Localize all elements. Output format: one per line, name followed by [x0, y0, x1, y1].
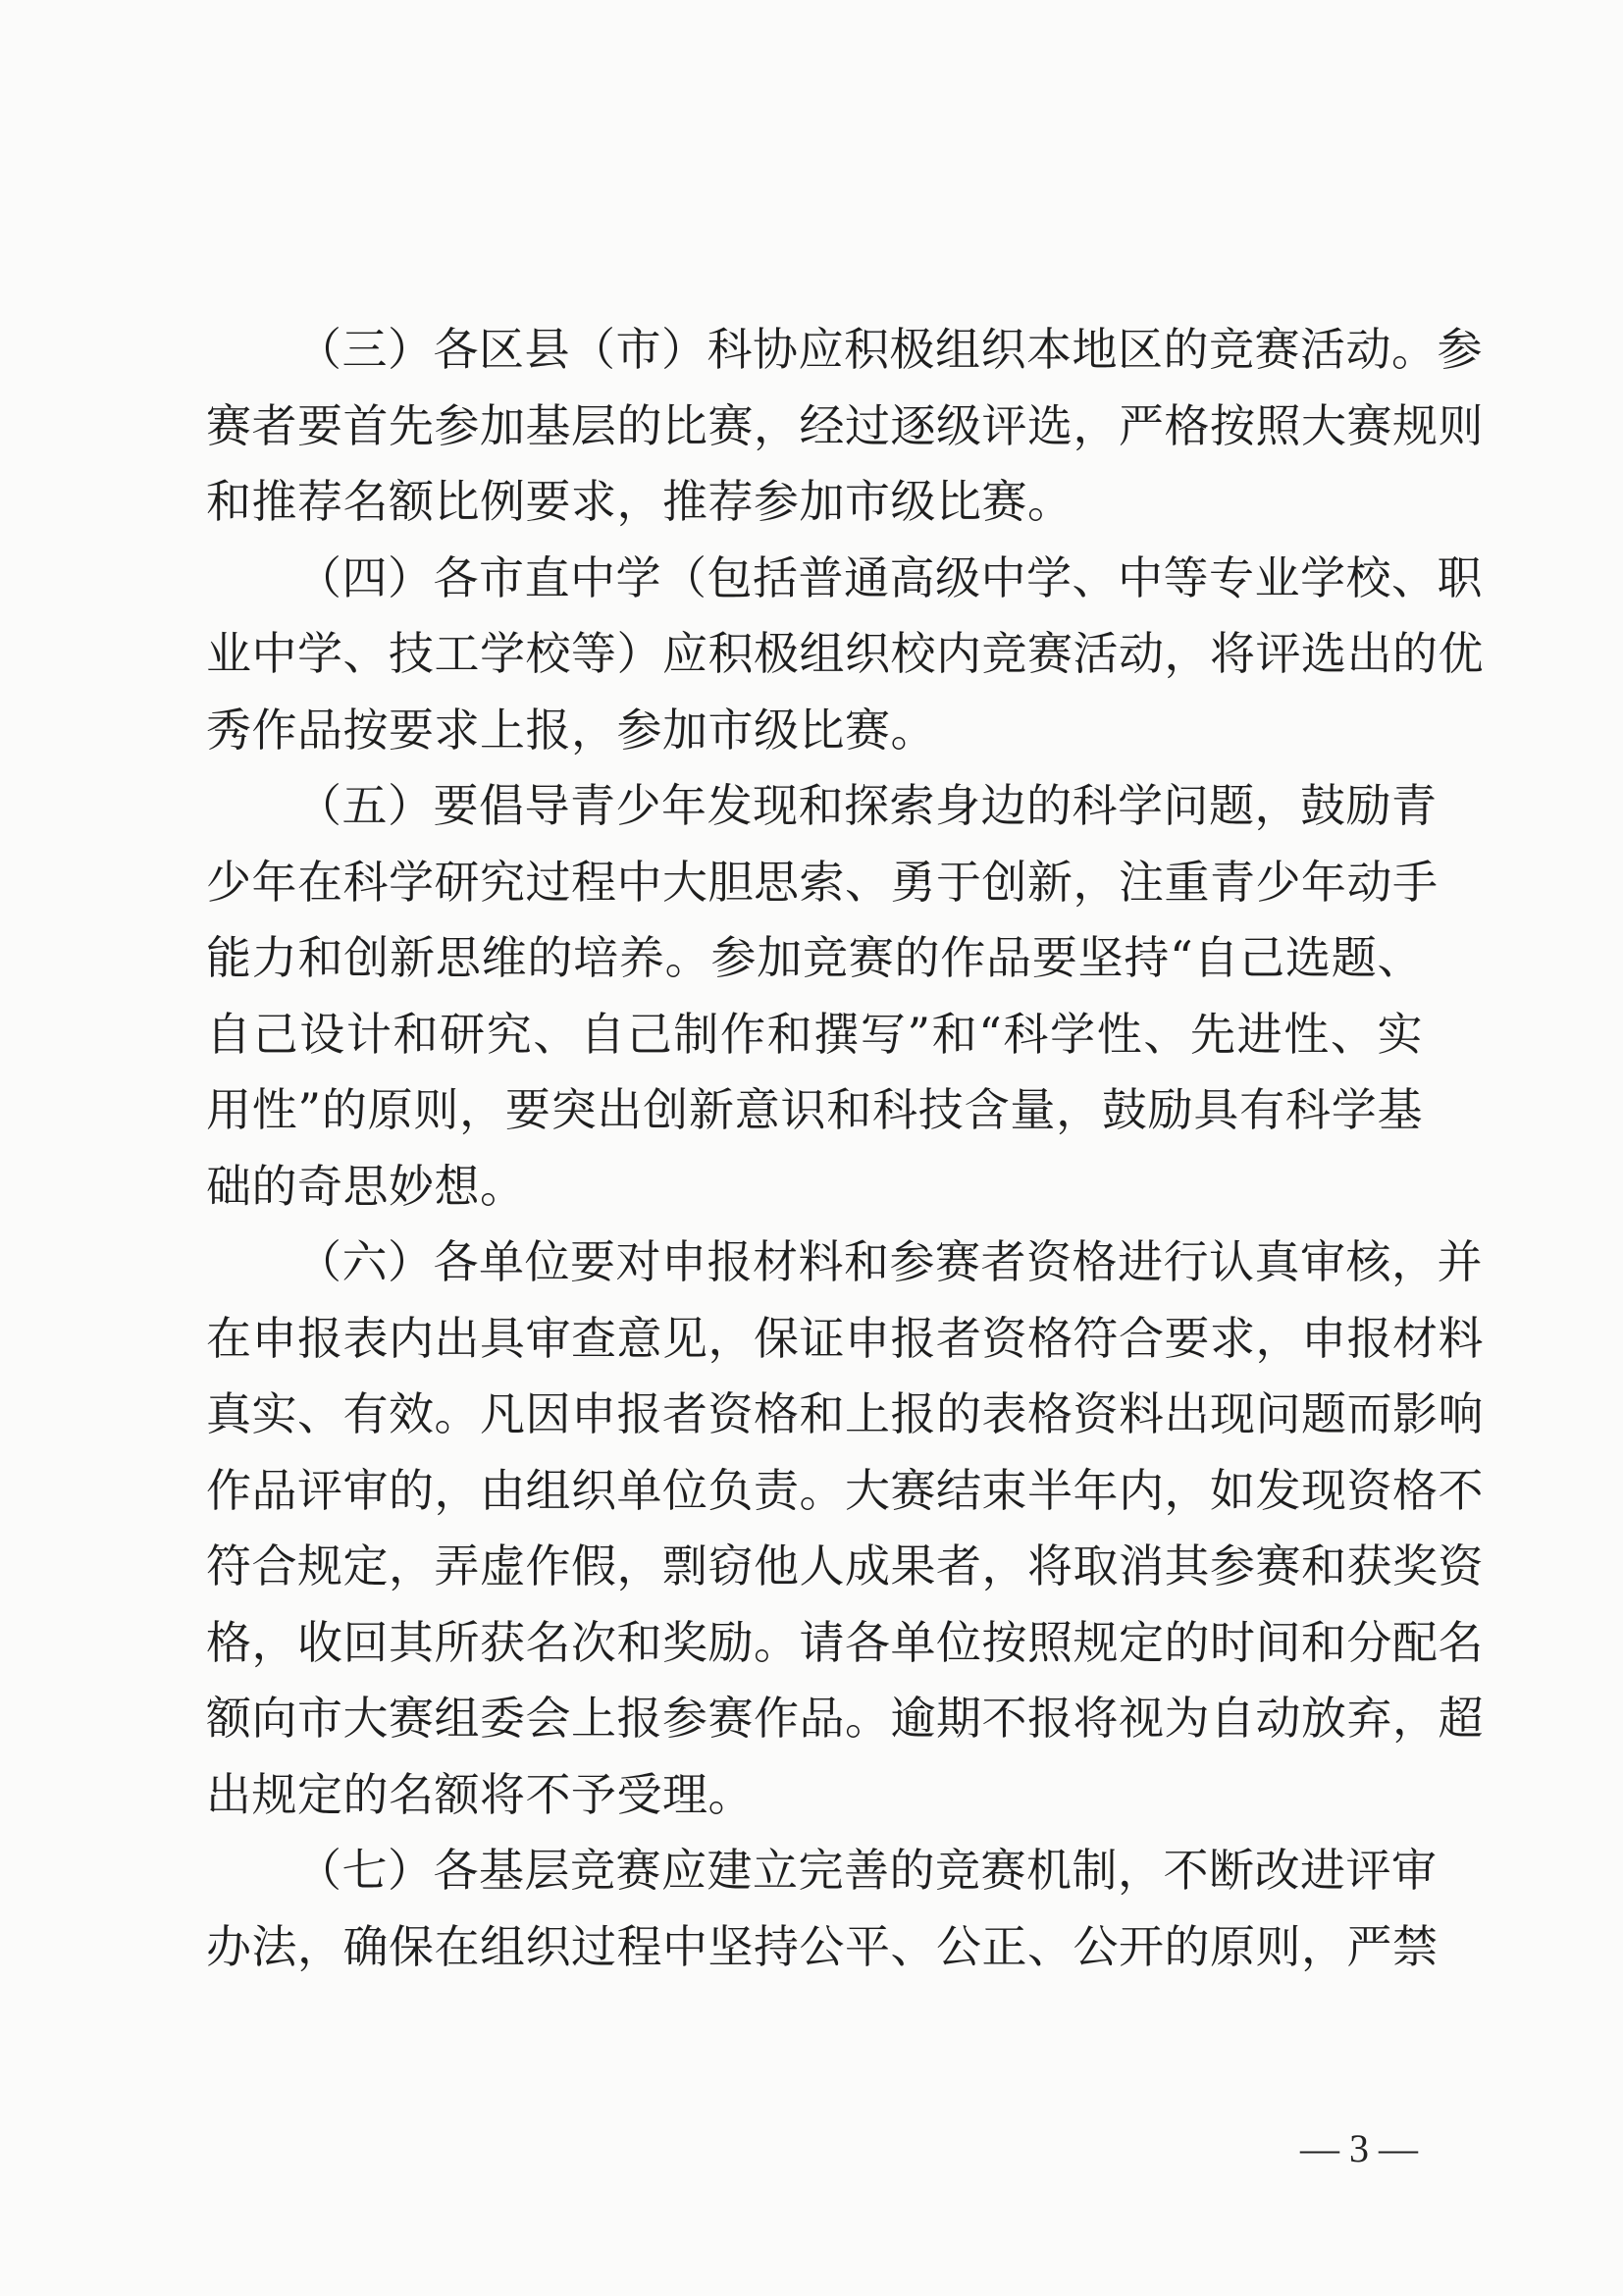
text-line: 作品评审的，由组织单位负责。大赛结束半年内，如发现资格不 [206, 1463, 1484, 1517]
text-line: 和推荐名额比例要求，推荐参加市级比赛。 [206, 475, 1073, 528]
paragraph [206, 1225, 1484, 1833]
text-line: （七）各基层竞赛应建立完善的竞赛机制，不断改进评审 [296, 1844, 1438, 1897]
text-line: 符合规定，弄虚作假，剽窃他人成果者，将取消其参赛和获奖资 [206, 1539, 1484, 1592]
text-line: 础的奇思妙想。 [206, 1159, 526, 1213]
text-line: 办法，确保在组织过程中坚持公平、公正、公开的原则，严禁 [206, 1919, 1439, 1973]
text-line: （四）各市直中学（包括普通高级中学、中等专业学校、职 [296, 550, 1483, 604]
text-line: 用性”的原则，要突出创新意识和科技含量，鼓励具有科学基 [206, 1083, 1423, 1136]
text-line: 赛者要首先参加基层的比赛，经过逐级评选，严格按照大赛规则 [206, 398, 1484, 452]
paragraph [206, 1833, 1439, 1985]
text-line: （五）要倡导青少年发现和探索身边的科学问题，鼓励青 [296, 779, 1438, 832]
text-line: 出规定的名额将不予受理。 [206, 1767, 754, 1821]
text-line: 格，收回其所获名次和奖励。请各单位按照规定的时间和分配名 [206, 1615, 1484, 1669]
text-line: 额向市大赛组委会上报参赛作品。逾期不报将视为自动放弃，超 [206, 1692, 1484, 1745]
document-body [206, 312, 1484, 1985]
paragraph [206, 541, 1484, 769]
text-line: 真实、有效。凡因申报者资格和上报的表格资料出现问题而影响 [206, 1387, 1484, 1440]
text-line: 自己设计和研究、自己制作和撰写”和“科学性、先进性、实 [206, 1007, 1423, 1061]
paragraph [206, 312, 1484, 541]
text-line: 业中学、技工学校等）应积极组织校内竞赛活动，将评选出的优 [206, 627, 1484, 680]
paragraph [206, 768, 1439, 1225]
page-number: — 3 — [1300, 2126, 1418, 2170]
text-line: 能力和创新思维的培养。参加竞赛的作品要坚持“自己选题、 [206, 931, 1423, 984]
text-line: （六）各单位要对申报材料和参赛者资格进行认真审核，并 [296, 1235, 1483, 1288]
text-line: 少年在科学研究过程中大胆思索、勇于创新，注重青少年动手 [206, 855, 1439, 909]
text-line: （三）各区县（市）科协应积极组织本地区的竞赛活动。参 [296, 323, 1483, 376]
text-line: 秀作品按要求上报，参加市级比赛。 [206, 703, 936, 757]
text-line: 在申报表内出具审查意见，保证申报者资格符合要求，申报材料 [206, 1311, 1484, 1365]
